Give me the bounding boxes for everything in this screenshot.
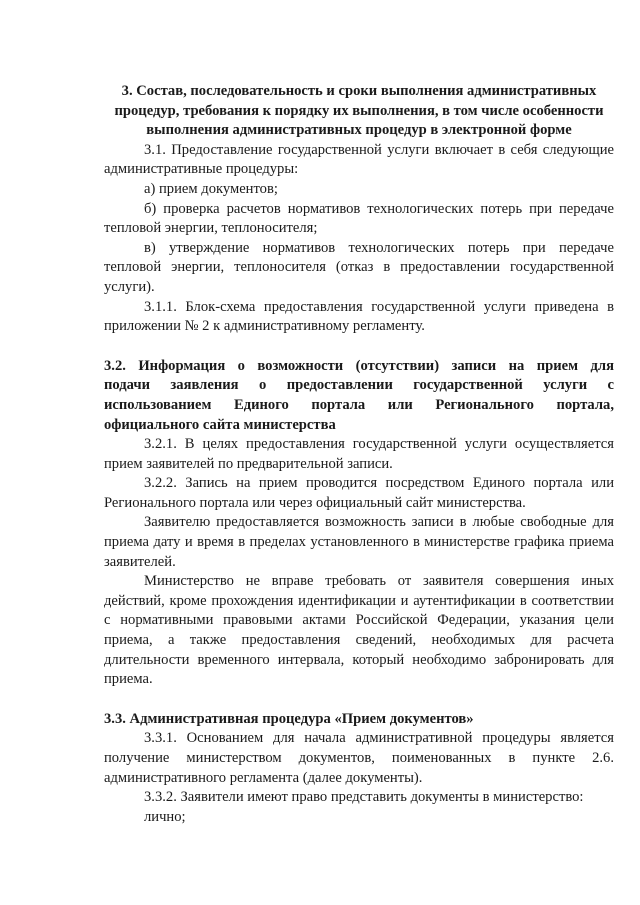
paragraph-ministry-restrictions: Министерство не вправе требовать от заявителя совершения иных действий, кроме прохождения идентификации и аутентификации в соответствии с нормативными правовыми актами Российской Федерации, указания цели приема, а также предоставления сведений, необходимых для расчета длительности временного интервала, который необходимо забронировать для приема. — [104, 573, 614, 688]
paragraph-applicant-booking: Заявителю предоставляется возможность записи в любые свободные для приема дату и время в пределах установленного в министерстве графика приема заявителей. — [104, 514, 614, 570]
section-3-3-heading: 3.3. Административная процедура «Прием документов» — [104, 710, 474, 727]
spacer — [104, 690, 614, 710]
spacer — [104, 337, 614, 357]
list-item-c: в) утверждение нормативов технологических потерь при передаче тепловой энергии, теплоносителя (отказ в предоставлении государственной услуги). — [104, 239, 614, 295]
list-item-a: а) прием документов; — [144, 180, 278, 197]
paragraph-3-2-2: 3.2.2. Запись на прием проводится посредством Единого портала или Регионального портала или через официальный сайт министерства. — [104, 475, 614, 511]
section-3-2-heading-line-3: использованием Единого портала или Регионального портала, — [104, 396, 614, 413]
section-3-2-heading-line-1: 3.2. Информация о возможности (отсутствии) записи на прием для — [104, 357, 614, 374]
paragraph-3-3-1: 3.3.1. Основанием для начала административной процедуры является получение министерством документов, поименованных в пункте 2.6. административного регламента (далее документы). — [104, 730, 614, 786]
section-3-heading: 3. Состав, последовательность и сроки выполнения административных процедур, требования к порядку их выполнения, в том числе особенности выполнения административных процедур в электронной форме — [114, 83, 604, 139]
paragraph-3-1: 3.1. Предоставление государственной услуги включает в себя следующие административные процедуры: — [104, 141, 614, 178]
section-3-2-heading-line-4: официального сайта министерства — [104, 416, 336, 433]
section-3-2-heading-line-2: подачи заявления о предоставлении государственной услуги с — [104, 377, 614, 394]
paragraph-3-2-1: 3.2.1. В целях предоставления государственной услуги осуществляется прием заявителей по предварительной записи. — [104, 436, 614, 472]
list-item-personal: лично; — [144, 808, 186, 825]
section-3-2-heading — [104, 357, 614, 435]
paragraph-3-1-1: 3.1.1. Блок-схема предоставления государственной услуги приведена в приложении № 2 к административному регламенту. — [104, 298, 614, 335]
paragraph-3-3-2: 3.3.2. Заявители имеют право представить документы в министерство: — [144, 789, 584, 806]
list-item-b: б) проверка расчетов нормативов технологических потерь при передаче тепловой энергии, теплоносителя; — [104, 200, 614, 237]
